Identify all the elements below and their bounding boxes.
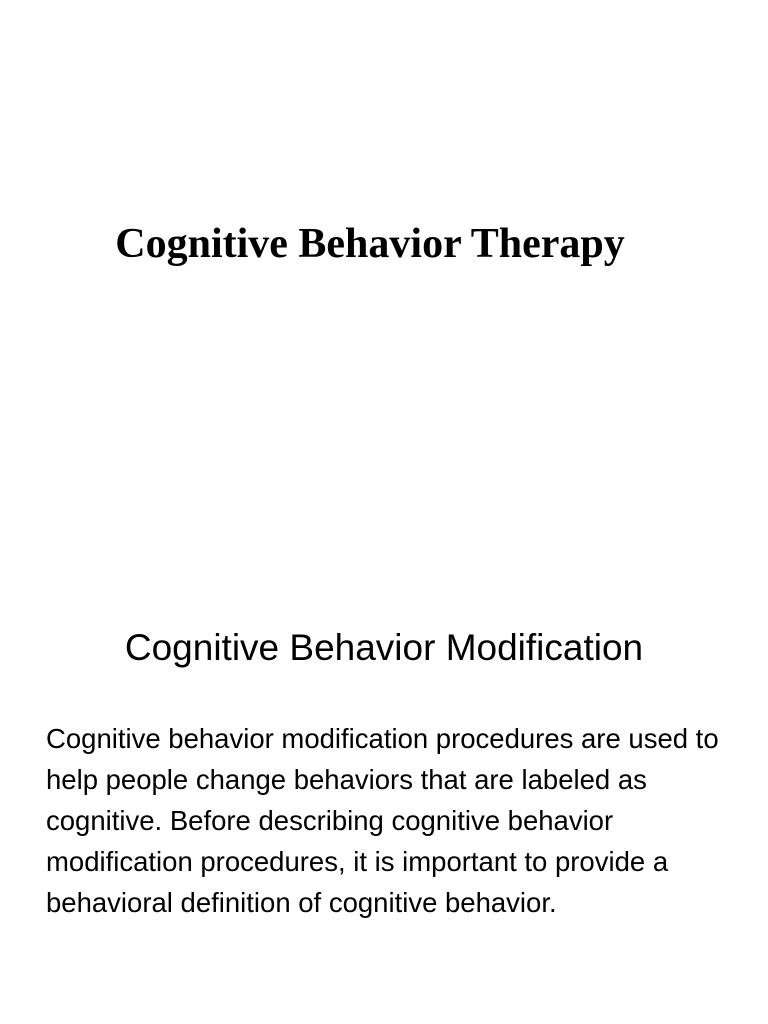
slide-title: Cognitive Behavior Therapy xyxy=(115,221,625,267)
slide-body-text: Cognitive behavior modification procedures are used to help people change behaviors that are labeled as cognitive. Before describing cognitive behavior modification procedures, it is important to provide a behavioral definition of cognitive behavior. xyxy=(46,723,719,918)
slide-heading: Cognitive Behavior Modification xyxy=(124,627,644,668)
content-slide xyxy=(0,576,768,1024)
